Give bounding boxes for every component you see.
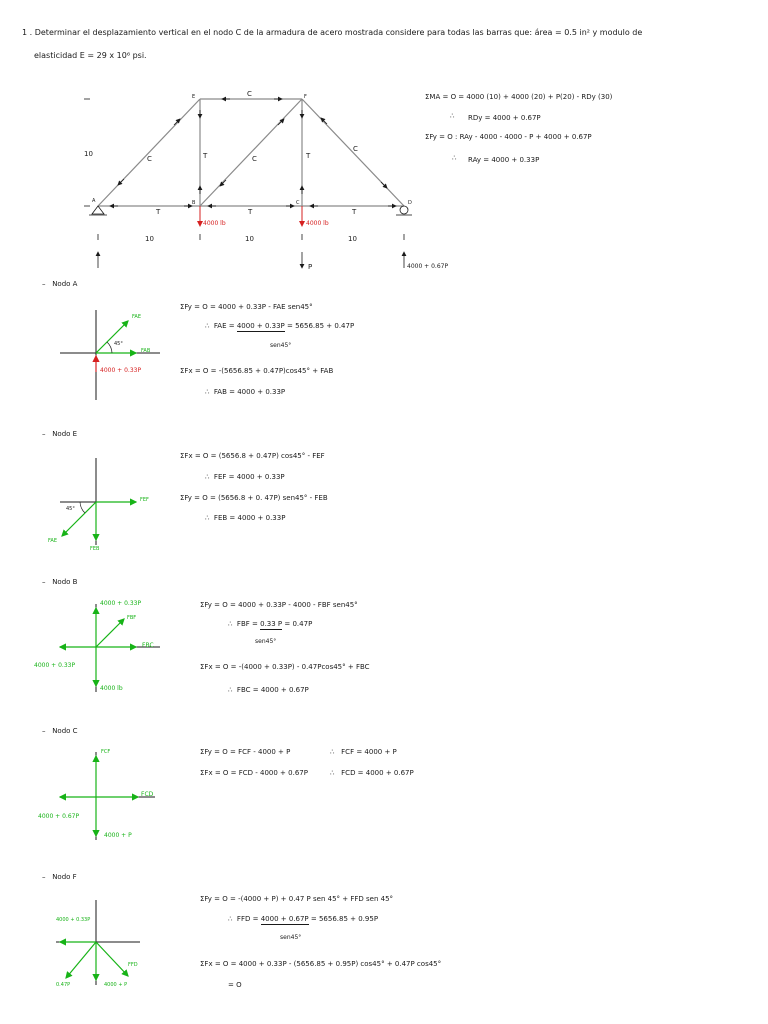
node-b-bottom-label: 4000 lb (100, 685, 123, 692)
span-label-2: 10 (245, 235, 254, 243)
node-f-title: – Nodo F (42, 873, 77, 881)
eq-moment-a: ΣMA = O = 4000 (10) + 4000 (20) + P(20) - RDy (30) (425, 93, 613, 101)
node-e-fef-label: FEF (140, 497, 149, 503)
node-c-eq2b: ∴ FCD = 4000 + 0.67P (330, 769, 414, 777)
node-f-ffd-label: FFD (128, 962, 138, 968)
member-bf (200, 99, 302, 206)
node-c-fcf-label: FCF (101, 749, 111, 755)
node-a-diagram (60, 310, 160, 400)
node-f-diagram (56, 900, 140, 985)
node-e-fae-label: FAE (48, 538, 57, 544)
node-b-eq2-den: sen45° (255, 638, 277, 645)
node-label-c: C (296, 200, 300, 206)
member-bf-label: C (252, 155, 257, 163)
load-p-label: P (308, 263, 313, 271)
node-c-eq1b: ∴ FCF = 4000 + P (330, 748, 397, 756)
node-e-diagram (60, 458, 136, 545)
node-b-eq3: ΣFx = O = -(4000 + 0.33P) - 0.47Pcos45° + FBC (200, 663, 370, 671)
member-fd-label: C (353, 145, 358, 153)
node-c-eq1: ΣFy = O = FCF - 4000 + P (200, 748, 291, 756)
roller-support-d (400, 206, 408, 214)
node-e-eq2: ∴ FEF = 4000 + 0.33P (205, 473, 285, 481)
node-b-eq2: ∴ FBF = 0.33 P = 0.47P (228, 620, 313, 628)
problem-line-1: 1 . Determinar el desplazamiento vertical en el nodo C de la armadura de acero mostrada considere para todas las barras que: área = 0.5 in² y modulo de (22, 28, 643, 37)
node-a-eq4: ∴ FAB = 4000 + 0.33P (205, 388, 286, 396)
pin-support-a (92, 206, 104, 214)
node-a-title: – Nodo A (42, 280, 78, 288)
node-a-eq2: ∴ FAE = 4000 + 0.33P = 5656.85 + 0.47P (205, 322, 355, 330)
node-f-eq4: = O (228, 981, 242, 989)
node-b-left-label: 4000 + 0.33P (34, 662, 76, 669)
node-f-left-bottom-label: 0.47P (56, 982, 71, 988)
node-e-angle: 45° (66, 506, 75, 512)
node-label-f: F (304, 94, 307, 100)
load-c-label: 4000 lb (306, 220, 329, 227)
member-fc-label: T (306, 152, 311, 160)
load-b-label: 4000 lb (203, 220, 226, 227)
reaction-d-label: 4000 + 0.67P (407, 263, 449, 270)
node-a-eq2-den: sen45° (270, 342, 292, 349)
problem-line-2: elasticidad E = 29 x 10⁶ psi. (34, 51, 147, 60)
height-label: 10 (84, 150, 93, 158)
member-ae-label: C (147, 155, 152, 163)
node-a-eq1: ΣFy = O = 4000 + 0.33P - FAE sen45° (180, 303, 313, 311)
member-ab-label: T (156, 208, 161, 216)
eq-sum-fy: ΣFy = O : RAy - 4000 - 4000 - P + 4000 + 0.67P (425, 133, 592, 141)
span-label-1: 10 (145, 235, 154, 243)
node-a-angle: 45° (114, 341, 123, 347)
member-ef-label: C (247, 90, 252, 98)
member-bc-label: T (248, 208, 253, 216)
node-e-feb-label: FEB (90, 546, 100, 552)
node-b-title: – Nodo B (42, 578, 78, 586)
node-label-a: A (92, 198, 96, 204)
node-a-fab-label: FAB (141, 348, 151, 354)
node-f-top-label: 4000 + 0.33P (56, 917, 91, 923)
node-c-title: – Nodo C (42, 727, 78, 735)
node-c-left-label: 4000 + 0.67P (38, 813, 80, 820)
node-label-e: E (192, 94, 196, 100)
therefore-2: ∴ (452, 154, 457, 162)
node-c-fcd-label: FCD (141, 791, 154, 798)
node-e-eq4: ∴ FEB = 4000 + 0.33P (205, 514, 286, 522)
node-c-eq2: ΣFx = O = FCD - 4000 + 0.67P (200, 769, 308, 777)
node-f-eq3: ΣFx = O = 4000 + 0.33P - (5656.85 + 0.95P) cos45° + 0.47P cos45° (200, 960, 442, 968)
node-b-top-label: 4000 + 0.33P (100, 600, 142, 607)
node-a-fae-label: FAE (132, 314, 141, 320)
node-f-eq1: ΣFy = O = -(4000 + P) + 0.47 P sen 45° + FFD sen 45° (200, 895, 394, 903)
node-label-b: B (192, 200, 196, 206)
therefore-1: ∴ (450, 112, 455, 120)
node-f-bottom-label: 4000 + P (104, 982, 128, 988)
node-b-fbc-label: FBC (142, 642, 154, 649)
node-c-bottom-label: 4000 + P (104, 832, 132, 839)
member-eb-label: T (203, 152, 208, 160)
node-e-title: – Nodo E (42, 430, 78, 438)
node-e-eq1: ΣFx = O = (5656.8 + 0.47P) cos45° - FEF (180, 452, 325, 460)
node-f-eq2: ∴ FFD = 4000 + 0.67P = 5656.85 + 0.95P (228, 915, 379, 923)
eq-ray: RAy = 4000 + 0.33P (468, 156, 540, 164)
eq-rdy: RDy = 4000 + 0.67P (468, 114, 541, 122)
node-label-d: D (408, 200, 412, 206)
span-label-3: 10 (348, 235, 357, 243)
member-cd-label: T (352, 208, 357, 216)
node-b-eq4: ∴ FBC = 4000 + 0.67P (228, 686, 309, 694)
node-a-eq3: ΣFx = O = -(5656.85 + 0.47P)cos45° + FAB (180, 367, 334, 375)
node-f-eq2-den: sen45° (280, 934, 302, 941)
node-e-eq3: ΣFy = O = (5656.8 + 0. 47P) sen45° - FEB (180, 494, 328, 502)
member-ae (98, 99, 200, 206)
node-b-eq1: ΣFy = O = 4000 + 0.33P - 4000 - FBF sen45° (200, 601, 358, 609)
node-b-fbf-label: FBF (127, 615, 137, 621)
node-a-reaction-label: 4000 + 0.33P (100, 367, 142, 374)
